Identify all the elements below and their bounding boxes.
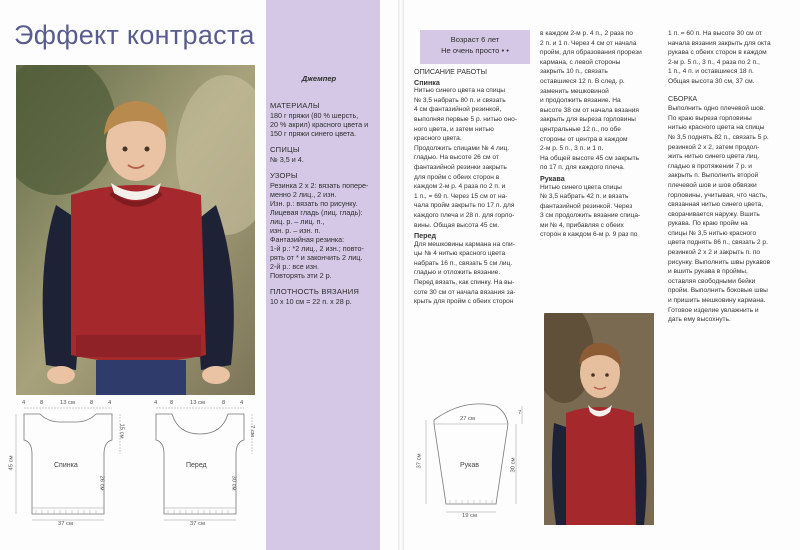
sleeve-cont-line: 1 п. = 60 п. На высоте 30 см от: [668, 30, 763, 37]
sleeve-cont-line: 2-м р. 5 п., 3 п., 4 раза по 2 п.,: [668, 58, 760, 66]
assembly-line: связанная нитью синего цвета,: [668, 201, 764, 209]
materials-line: 20 % акрил) красного цвета и: [270, 120, 369, 129]
front-cont-line: заменить мешковиной: [540, 87, 609, 95]
back-dim-top-4: 4: [108, 400, 112, 406]
assembly-line: плечевой шов и шов обвязки: [668, 181, 757, 189]
patterns-line: изн. р. – изн. п.: [270, 226, 321, 235]
age-difficulty-box: [420, 34, 530, 56]
instructions-column-1: [414, 68, 534, 308]
assembly-title: СБОРКА: [668, 93, 698, 103]
back-pattern-diagram: [4, 400, 134, 530]
back-text-line: вины. Общая высота 45 см.: [414, 221, 500, 229]
front-text-line: гладью и отложить вязание.: [414, 269, 501, 277]
front-pattern-diagram: [148, 400, 260, 530]
front-dim-bottom: 37 см: [190, 521, 205, 527]
materials-line: 180 г пряжи (80 % шерсть,: [270, 111, 359, 120]
back-text-line: фантазийной резинки закрыть: [414, 163, 507, 171]
sleeve-heading: Рукава: [540, 173, 565, 183]
assembly-line: гладью в протяжении 7 р. и: [668, 162, 752, 170]
assembly-line: оставляя свободными бейки: [668, 277, 756, 285]
page-title: Эффект контраста: [14, 20, 255, 50]
sleeve-dim-top: 27 см: [460, 416, 475, 422]
spec-column: [270, 0, 378, 306]
assembly-line: спицы № 3,5 нитью красного: [668, 229, 757, 237]
patterns-title: УЗОРЫ: [270, 171, 298, 180]
materials-title: МАТЕРИАЛЫ: [270, 101, 320, 110]
sleeve-diagram-label: Рукав: [460, 462, 479, 469]
assembly-line: нитью красного цвета на спицы: [668, 124, 765, 132]
back-text-line: для пройм с обеих сторон в: [414, 173, 500, 181]
sleeve-dim-left: 37 см: [416, 453, 423, 469]
sleeve-text-line: Нитью синего цвета спицы: [540, 183, 622, 191]
sleeve-text-line: сторон в каждом 6-м р. 9 раз по: [540, 231, 638, 239]
back-dim-left: 45 см: [8, 455, 15, 471]
difficulty-line: Не очень просто • •: [441, 46, 509, 55]
instructions-column-2: [540, 30, 662, 241]
front-heading: Перед: [414, 231, 437, 241]
patterns-line: Лицевая гладь (лиц. гладь):: [270, 208, 363, 217]
front-dim-top-2: 13 см: [190, 400, 205, 406]
back-dim-right: 15 см: [118, 423, 125, 439]
page-gutter: [398, 0, 404, 550]
back-text-line: Нитью синего цвета на спицы: [414, 87, 506, 95]
front-cont-line: высоте 38 см от начала вязания: [540, 106, 639, 114]
front-cont-line: в каждом 2-м р. 4 п., 2 раза по: [540, 30, 633, 37]
back-dim-bottom: 37 см: [58, 521, 73, 527]
assembly-line: резинкой 2 х 2 и закрыть п. по: [668, 249, 761, 257]
front-dim-top-4: 4: [240, 400, 244, 406]
front-text-line: соте 30 см от начала вязания за-: [414, 288, 516, 296]
sleeve-cont-line: 1 п., 4 п. и оставшиеся 18 п.: [668, 68, 754, 76]
front-cont-line: кармана, с левой стороны: [540, 58, 621, 66]
patterns-line: 2-й р.: все изн.: [270, 262, 319, 271]
back-text-line: Продолжить спицами № 4 лиц.: [414, 144, 510, 152]
patterns-line: Фантазийная резинка:: [270, 235, 345, 244]
assembly-line: дать ему высохнуть.: [668, 316, 731, 324]
patterns-line: 1-й р.: *2 лиц., 2 изн.; повто-: [270, 244, 364, 253]
sleeve-pattern-diagram: [414, 392, 526, 527]
sleeve-text-line: фантазийной резинкой. Через: [540, 202, 633, 210]
front-cont-line: и продолжить вязание. На: [540, 97, 621, 105]
needles-line: № 3,5 и 4.: [270, 155, 304, 164]
sleeve-schematic: [414, 392, 526, 527]
back-diagram-label: Спинка: [54, 462, 78, 469]
sleeve-cont-line: начала вязания закрыть для окта: [668, 39, 771, 47]
assembly-line: рисунку. Выполнить швы рукавов: [668, 258, 771, 266]
assembly-line: № 3,5 поднять 82 п., связать 5 р.: [668, 133, 769, 141]
front-cont-line: На общей высоте 45 см закрыть: [540, 154, 640, 162]
front-cont-line: стороны от центра в каждом: [540, 135, 628, 143]
front-cont-line: закрыть 10 п., связать: [540, 68, 608, 76]
front-text-line: набрать 16 п., связать 5 см лиц.: [414, 259, 513, 267]
back-dim-mid: 26 см: [98, 475, 105, 491]
patterns-line: Резинка 2 х 2: вязать попере-: [270, 181, 369, 190]
assembly-line: закрыть п. Выполнить второй: [668, 172, 759, 180]
front-dim-mid: 30 см: [230, 475, 237, 491]
assembly-line: и вшить рукава в проймы,: [668, 268, 748, 276]
sleeve-text-line: ми № 4, прибавляя с обеих: [540, 221, 624, 229]
sleeve-dim-right-top: 7: [518, 410, 522, 416]
assembly-line: рукава. По краю пройм на: [668, 220, 748, 228]
instructions-column-3: [668, 30, 790, 326]
front-dim-top-0: 4: [154, 400, 158, 406]
front-cont-line: закрыть для выреза горловины: [540, 116, 636, 124]
back-text-line: красного цвета.: [414, 135, 462, 143]
back-dim-top-2: 13 см: [60, 400, 75, 406]
boy-vest-photo-small: [544, 313, 654, 525]
back-text-line: чала пройм закрыть по 17 п. для: [414, 202, 515, 210]
front-cont-line: по 17 п. для каждого плеча.: [540, 164, 625, 172]
assembly-line: жить нитью синего цвета лиц.: [668, 153, 760, 161]
back-dim-top-1: 8: [40, 400, 44, 406]
front-cont-line: центральные 12 п., по обе: [540, 125, 621, 133]
assembly-line: цвета поднять 86 п., связать 2 р.: [668, 239, 768, 247]
back-text-line: 4 см фантазийной резинкой,: [414, 106, 502, 114]
front-cont-line: 2-м р. 5 п., 3 п. и 1 п.: [540, 145, 604, 153]
front-cont-line: пройм, для образования прорези: [540, 49, 642, 57]
front-dim-top-1: 8: [170, 400, 174, 406]
assembly-line: пройм. Выполнить боковые швы: [668, 287, 768, 295]
assembly-line: По краю выреза горловины: [668, 114, 752, 122]
back-text-line: № 3,5 набрать 80 п. и связать: [414, 96, 506, 104]
gauge-title: ПЛОТНОСТЬ ВЯЗАНИЯ: [270, 287, 360, 296]
small-photo: [544, 313, 654, 525]
gauge-line: 10 х 10 см = 22 п. х 28 р.: [270, 297, 352, 306]
main-photo: [16, 65, 255, 395]
instructions-title: ОПИСАНИЕ РАБОТЫ: [414, 67, 487, 76]
materials-line: 150 г пряжи синего цвета.: [270, 129, 356, 138]
sleeve-dim-right: 30 см: [510, 457, 517, 473]
assembly-line: Выполнить одно плечевой шов.: [668, 105, 766, 113]
back-text-line: гладью. На высоте 26 см от: [414, 154, 499, 162]
back-text-line: выполняя первые 5 р. нитью оно-: [414, 115, 518, 123]
needles-title: СПИЦЫ: [270, 145, 300, 154]
assembly-line: Готовое изделие увлажнить и: [668, 306, 759, 314]
assembly-line: резинкой 2 х 2, затем продол-: [668, 143, 760, 151]
sleeve-cont-line: Общая высота 30 см, 37 см.: [668, 77, 755, 85]
front-text-line: цы № 4 нитью красного цвета: [414, 250, 506, 258]
front-dim-top-3: 8: [222, 400, 226, 406]
assembly-line: горловины, учитывая, что часть,: [668, 191, 768, 199]
front-cont-line: 2 п. и 1 п. Через 4 см от начала: [540, 39, 637, 47]
back-text-line: 1 п., = 69 п. Через 15 см от на-: [414, 192, 508, 200]
sleeve-text-line: 3 см продолжить вязание спица-: [540, 212, 641, 220]
garment-name: Джемпер: [301, 74, 337, 83]
boy-vest-photo: [16, 65, 255, 395]
assembly-line: и пришить мешковину кармана.: [668, 297, 766, 305]
patterns-line: рять от * и закончить 2 лиц.: [270, 253, 363, 262]
front-text-line: крыть для пройм с обеих сторон: [414, 298, 514, 306]
front-text-line: Перед вязать, как спинку. На вы-: [414, 279, 515, 287]
front-text-line: Для мешковины кармана на спи-: [414, 240, 515, 248]
front-dim-right: 7 см: [248, 425, 255, 437]
patterns-line: Повторять эти 2 р.: [270, 271, 332, 280]
patterns-line: Изн. р.: вязать по рисунку.: [270, 199, 358, 208]
sleeve-text-line: № 3,5 набрать 42 п. и вязать: [540, 193, 629, 201]
patterns-line: лиц. р. – лиц. п.,: [270, 217, 325, 226]
back-dim-top-0: 4: [22, 400, 26, 406]
front-diagram-label: Перед: [186, 462, 207, 469]
back-text-line: каждом 2-м р. 4 раза по 2 п. и: [414, 183, 506, 191]
age-line: Возраст 6 лет: [450, 35, 500, 44]
sleeve-dim-bottom: 19 см: [462, 513, 477, 519]
back-heading: Спинка: [414, 77, 440, 87]
front-cont-line: оставшиеся 12 п. В след. р.: [540, 77, 625, 85]
assembly-line: сворачивается наружу. Вшить: [668, 210, 760, 218]
back-text-line: каждого плеча и 28 п. для горло-: [414, 211, 515, 219]
back-dim-top-3: 8: [90, 400, 94, 406]
sleeve-cont-line: рукава с обеих сторон в каждом: [668, 49, 767, 57]
patterns-line: менно 2 лиц., 2 изн.: [270, 190, 337, 199]
back-text-line: ного цвета, и затем нитью: [414, 125, 494, 133]
